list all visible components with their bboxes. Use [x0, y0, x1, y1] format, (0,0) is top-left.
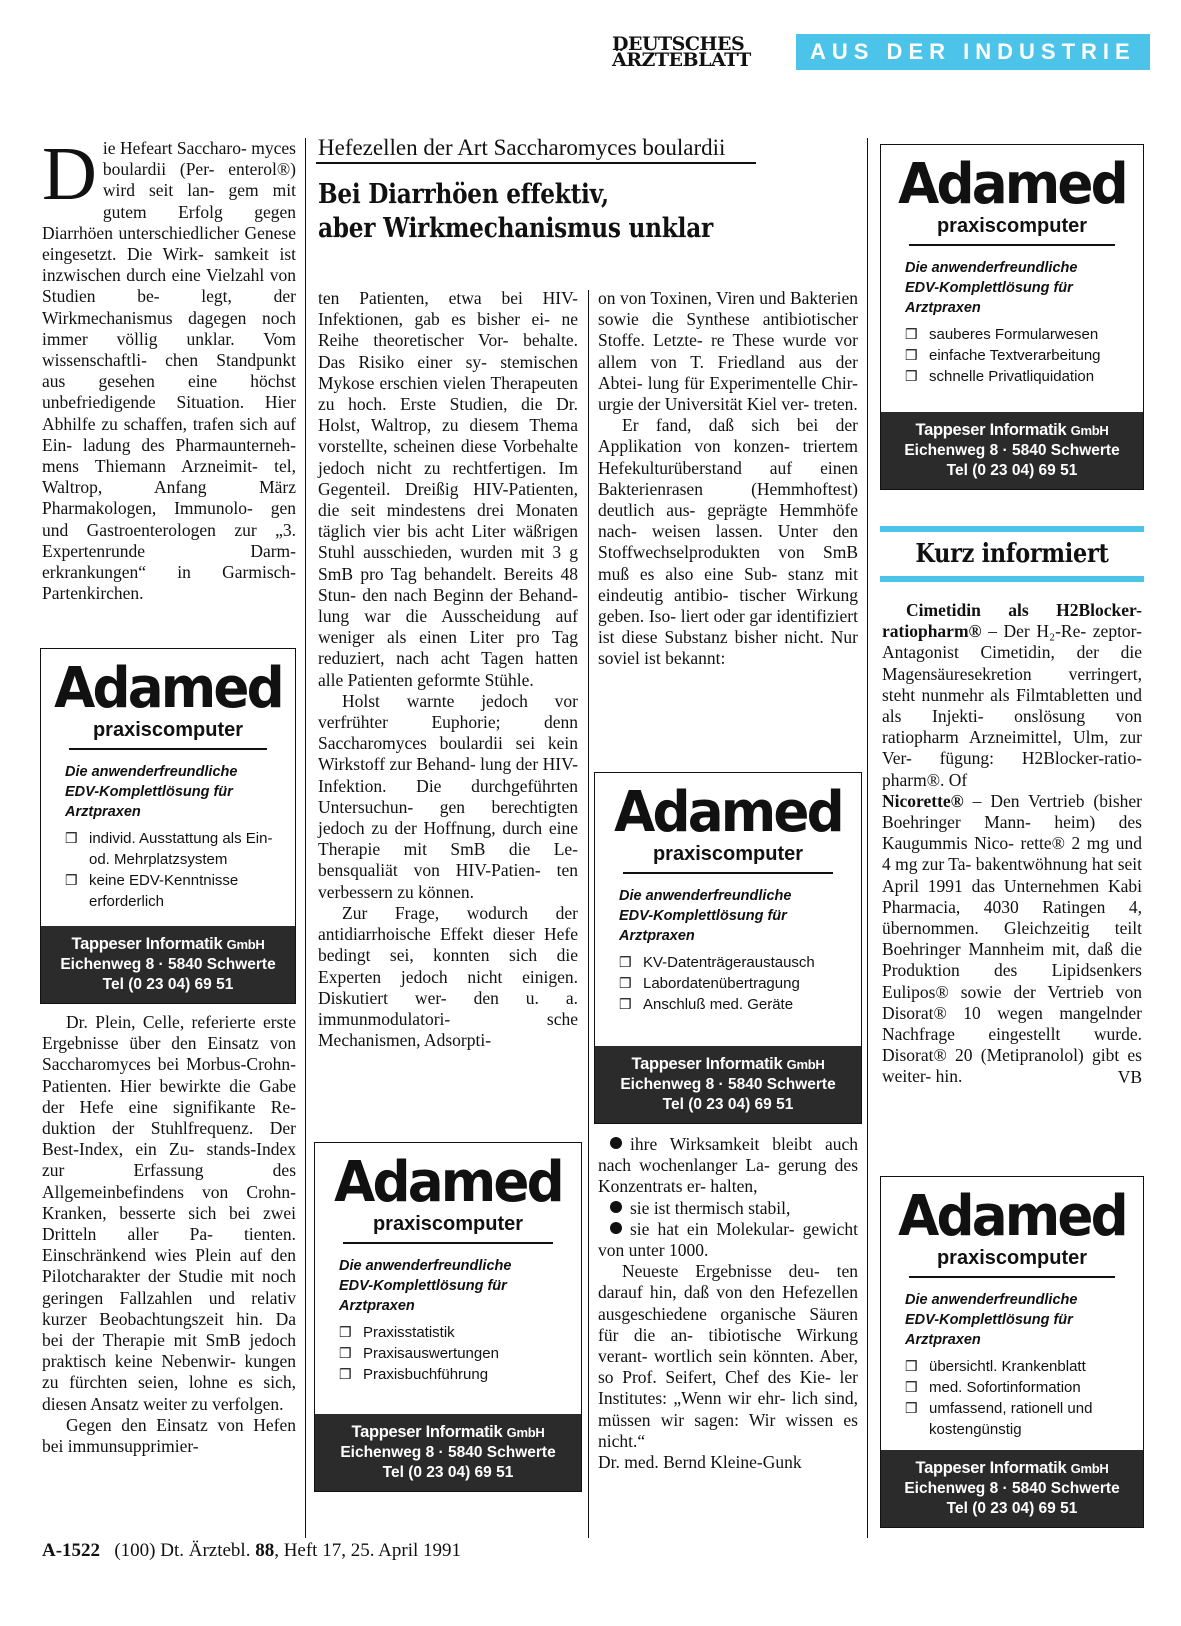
ad-contact: Tappeser Informatik GmbH Eichenweg 8 · 5840 Schwerte Tel (0 23 04) 69 51	[595, 1046, 861, 1123]
article-overline: Hefezellen der Art Saccharomyces boulardii	[318, 135, 726, 160]
checkbox-icon: ❒	[905, 347, 918, 363]
checkbox-icon: ❒	[339, 1366, 352, 1382]
ad-feature: ❒ med. Sofortinformation	[905, 1379, 1081, 1396]
ad-feature: ❒ übersichtl. Krankenblatt	[905, 1358, 1086, 1375]
paragraph: ie Hefeart Saccharo- myces boulardii (Per- enterol®) wird seit lan- gem mit gutem Erfolg gegen Diarrhöen unterschiedlicher Genese eingesetzt. Die Wirk- samkeit ist inzwischen durch eine Vielzahl von Studien be- legt, der Wirkmechanismus dagegen noch immer völlig unklar. Vom wissenschaftli- chen Standpunkt aus gesehen eine höchst unbefriedigende Situation. Hier Abhilfe zu schaffen, trafen sich auf Ein- ladung des Pharmaunterneh- mens Thiemann Arzneimit- tel, Waltrop, Anfang März Pharmakologen, Immunolo- gen und Gastroenterologen zur „3. Expertenrunde Darm- erkrankungen“ in Garmisch- Partenkirchen.	[42, 138, 296, 604]
ad-feature: ❒ Praxisauswertungen	[339, 1345, 499, 1362]
ad-feature-list	[65, 828, 295, 912]
signature: VB	[1117, 1066, 1142, 1087]
checkbox-icon: ❒	[339, 1345, 352, 1361]
ad-divider	[69, 748, 267, 750]
adamed-logo: Adamed	[334, 1150, 562, 1215]
bullet-icon	[610, 1201, 622, 1213]
issue-date: , Heft 17, 25. April 1991	[274, 1540, 462, 1561]
checkbox-icon: ❒	[65, 872, 78, 888]
ad-subtitle: praxiscomputer	[652, 843, 804, 865]
adamed-logo: Adamed	[898, 152, 1126, 217]
masthead-line2: ÄRZTEBLATT	[612, 49, 751, 71]
adamed-logo: Adamed	[898, 1184, 1126, 1249]
bullet-icon	[610, 1137, 622, 1149]
column-rule	[305, 138, 306, 1538]
ad-subtitle: praxiscomputer	[936, 215, 1088, 237]
ad-contact: Tappeser Informatik GmbH Eichenweg 8 · 5840 Schwerte Tel (0 23 04) 69 51	[881, 412, 1143, 489]
checkbox-icon: ❒	[905, 1400, 918, 1416]
advertisement-adamed	[880, 1176, 1144, 1528]
ad-feature: ❒ umfassend, rationell und kostengünstig	[905, 1400, 1093, 1438]
article-column-1	[42, 132, 296, 604]
ad-divider	[909, 1276, 1115, 1278]
ad-subtitle: praxiscomputer	[936, 1247, 1088, 1269]
ad-feature: ❒ Anschluß med. Geräte	[619, 996, 794, 1013]
ad-feature: ❒ sauberes Formularwesen	[905, 326, 1099, 343]
paragraph: Dr. Plein, Celle, referierte erste Ergebnisse über den Einsatz von Saccharomyces bei Morbus-Crohn-Patienten. Hier bewirkte die Gabe der Hefe eine signifikante Re- duktion der Stuhlfrequenz. Der Best-Index, ein Zu- stands-Index zur Erfassung des Allgemeinbefindens von Crohn-Kranken, besserte sich bei zwei Dritteln aller Pa- tienten. Einschränkend wies Plein auf den Pilotcharakter der Studie mit noch geringen Fallzahlen und relativ kurzer Beobachtungszeit hin. Da bei der Therapie mit SmB jedoch praktisch keine Nebenwir- kungen zu fürchten seien, lohne es sich, diesen Ansatz weiter zu verfolgen.	[42, 1012, 296, 1414]
checkbox-icon: ❒	[905, 1358, 918, 1374]
ad-contact: Tappeser Informatik GmbH Eichenweg 8 · 5840 Schwerte Tel (0 23 04) 69 51	[881, 1450, 1143, 1527]
issue-ref: (100) Dt. Ärztebl.	[114, 1540, 256, 1561]
masthead-title	[612, 33, 792, 71]
advertisement-adamed	[880, 144, 1144, 490]
bullet-icon	[610, 1222, 622, 1234]
adamed-logo: Adamed	[54, 656, 282, 721]
column-rule	[867, 138, 868, 1538]
checkbox-icon: ❒	[905, 368, 918, 384]
ad-subtitle: praxiscomputer	[372, 1213, 524, 1235]
overline-underline	[316, 162, 756, 164]
ad-feature-list	[905, 324, 1143, 387]
ad-feature: ❒ Praxisbuchführung	[339, 1366, 489, 1383]
ad-tagline: Die anwenderfreundliche EDV-Komplettlösung für Arztpraxen	[339, 1258, 512, 1314]
page-number: A-1522	[42, 1540, 101, 1561]
ad-contact: Tappeser Informatik GmbH Eichenweg 8 · 5840 Schwerte Tel (0 23 04) 69 51	[41, 926, 295, 1003]
checkbox-icon: ❒	[65, 830, 78, 846]
adamed-logo: Adamed	[614, 780, 842, 845]
kurz-informiert-body	[882, 600, 1142, 1088]
ad-subtitle: praxiscomputer	[92, 719, 244, 741]
article-column-1-cont	[42, 1012, 296, 1457]
bullet-item: sie ist thermisch stabil,	[598, 1198, 858, 1219]
kurz-informiert-header	[880, 526, 1144, 582]
ad-contact: Tappeser Informatik GmbH Eichenweg 8 · 5840 Schwerte Tel (0 23 04) 69 51	[315, 1414, 581, 1491]
ad-divider	[909, 244, 1115, 246]
ad-feature-list	[905, 1356, 1143, 1440]
page-footer	[42, 1540, 461, 1562]
section-label: AUS DER INDUSTRIE	[796, 34, 1150, 70]
ad-tagline: Die anwenderfreundliche EDV-Komplettlösung für Arztpraxen	[905, 260, 1078, 316]
kurz-informiert-title: Kurz informiert	[915, 539, 1109, 569]
advertisement-adamed	[314, 1142, 582, 1492]
article-headline: Bei Diarrhöen effektiv, aber Wirkmechanismus unklar	[318, 179, 713, 244]
article-column-3-cont	[598, 1134, 858, 1473]
ad-feature: ❒ einfache Textverarbeitung	[905, 347, 1101, 364]
news-item: Nicorette® – Den Vertrieb (bisher Boehringer Mann- heim) des Kaugummis Nico- rette® 2 mg und 4 mg zur Ta- bakentwöhnung hat seit April 1991 das Unternehmen Kabi Pharmacia, 4030 Ratingen 4, übernommen. Gleichzeitig teilt Boehringer Mannheim mit, daß die Produktion des Lipidsenkers Eulipos® sowie der Vertrieb von Disorat® 10 wegen mangelnder Nachfrage eingestellt wurde. Disorat® 20 (Metipranolol) gibt es weiter- hin.	[882, 790, 1142, 1087]
ad-feature: ❒ keine EDV-Kenntnisse erforderlich	[65, 872, 239, 910]
ad-tagline: Die anwenderfreundliche EDV-Komplettlösung für Arztpraxen	[619, 888, 792, 944]
paragraph: Gegen den Einsatz von Hefen bei immunsupprimier-	[42, 1414, 296, 1457]
masthead-line1: DEUTSCHES	[612, 33, 745, 55]
volume: 88	[255, 1540, 275, 1561]
news-item: Cimetidin als H2Blocker- ratiopharm® – Der H₂-Re- zeptor-Antagonist Cimetidin, der die Magensäuresekretion verringert, steht nunmehr als Filmtabletten und als Injekti- onslösung von ratiopharm Arzneimittel, Ulm, zur Ver- fügung: H2Blocker-ratio- pharm®. Of	[882, 600, 1142, 790]
paragraph: Holst warnte jedoch vor verfrühter Euphorie; denn Saccharomyces boulardii sei kein Wirkstoff zur Behand- lung der HIV-Infektion. Die durchgeführten Untersuchun- gen berechtigten jedoch zu der Hoffnung, durch eine Therapie mit SmB die Le- bensqualiät von HIV-Patien- ten verbessern zu können.	[318, 690, 578, 902]
article-column-3	[598, 288, 858, 670]
accent-rule	[880, 576, 1144, 582]
paragraph: Zur Frage, wodurch der antidiarrhoische Effekt dieser Hefe bedingt sei, konnten sich die Experten jedoch nicht einigen. Diskutiert wer- den u. a. immunmodulatori- sche Mechanismen, Adsorpti-	[318, 902, 578, 1051]
column-rule	[588, 290, 589, 1538]
ad-feature: ❒ Praxisstatistik	[339, 1324, 455, 1341]
ad-feature-list	[339, 1322, 581, 1385]
checkbox-icon: ❒	[905, 326, 918, 342]
ad-tagline: Die anwenderfreundliche EDV-Komplettlösung für Arztpraxen	[905, 1292, 1078, 1348]
ad-feature: ❒ Labordatenübertragung	[619, 975, 800, 992]
ad-divider	[623, 872, 833, 874]
ad-feature: ❒ schnelle Privatliquidation	[905, 368, 1095, 385]
advertisement-adamed	[594, 772, 862, 1124]
author: Dr. med. Bernd Kleine-Gunk	[598, 1452, 802, 1473]
paragraph: ten Patienten, etwa bei HIV- Infektionen, gab es bisher ei- ne Reihe theoretischer Vor- behalte. Das Risiko einer sy- stemischen Mykose erschien vielen Therapeuten zu hoch. Erste Studien, die Dr. Holst, Waltrop, zu diesem Thema vorstellte, scheinen diese Vorbehalte jedoch nicht zu rechtfertigen. Im Gegenteil. Dreißig HIV-Patienten, die seit mindestens drei Monaten täglich vier bis acht Liter wäßrigen Stuhl ausschieden, wurden mit 3 g SmB pro Tag behandelt. Bereits 48 Stun- den nach Beginn der Behand- lung war die Ausscheidung auf weniger als einen Liter pro Tag reduziert, nach acht Tagen hatten alle Patienten geformte Stühle.	[318, 288, 578, 690]
paragraph: on von Toxinen, Viren und Bakterien sowie die Synthese antibiotischer Stoffe. Letzte- re These wurde vor allem von T. Friedland aus der Abtei- lung für Experimentelle Chir- urgie der Universität Kiel ver- treten.	[598, 288, 858, 415]
checkbox-icon: ❒	[619, 975, 632, 991]
article-column-2	[318, 288, 578, 1051]
ad-feature: ❒ individ. Ausstattung als Ein- od. Mehrplatzsystem	[65, 830, 273, 868]
bullet-item: sie hat ein Molekular- gewicht von unter 1000.	[598, 1218, 858, 1261]
bullet-item: ihre Wirksamkeit bleibt auch nach wochenlanger La- gerung des Konzentrats er- halten,	[598, 1134, 858, 1197]
ad-feature-list	[619, 952, 861, 1015]
ad-feature: ❒ KV-Datenträgeraustausch	[619, 954, 815, 971]
dropcap: D	[42, 132, 97, 216]
checkbox-icon: ❒	[619, 954, 632, 970]
paragraph: Neueste Ergebnisse deu- ten darauf hin, daß von den Hefezellen ausgeschiedene organische Säuren für die an- tibiotische Wirkung verant- wortlich sein könnten. Aber, so Prof. Seifert, Chef des Kie- ler Institutes: „Wenn wir ehr- lich sind, müssen wir sagen: Wir wissen es nicht.“	[598, 1261, 858, 1451]
checkbox-icon: ❒	[905, 1379, 918, 1395]
checkbox-icon: ❒	[339, 1324, 352, 1340]
paragraph: Er fand, daß sich bei der Applikation von konzen- triertem Hefekulturüberstand auf einen Bakterienrasen (Hemmhoftest) deutlich aus- geprägte Hemmhöfe nach- weisen lassen. Unter den Stoffwechselprodukten von SmB muß es also eine Sub- stanz mit eindeutig antibio- tischer Wirkung geben. Iso- liert oder gar identifiziert ist diese Substanz bisher nicht. Nur soviel ist bekannt:	[598, 415, 858, 669]
advertisement-adamed	[40, 648, 296, 1004]
checkbox-icon: ❒	[619, 996, 632, 1012]
ad-divider	[343, 1242, 553, 1244]
ad-tagline: Die anwenderfreundliche EDV-Komplettlösung für Arztpraxen	[65, 764, 238, 820]
